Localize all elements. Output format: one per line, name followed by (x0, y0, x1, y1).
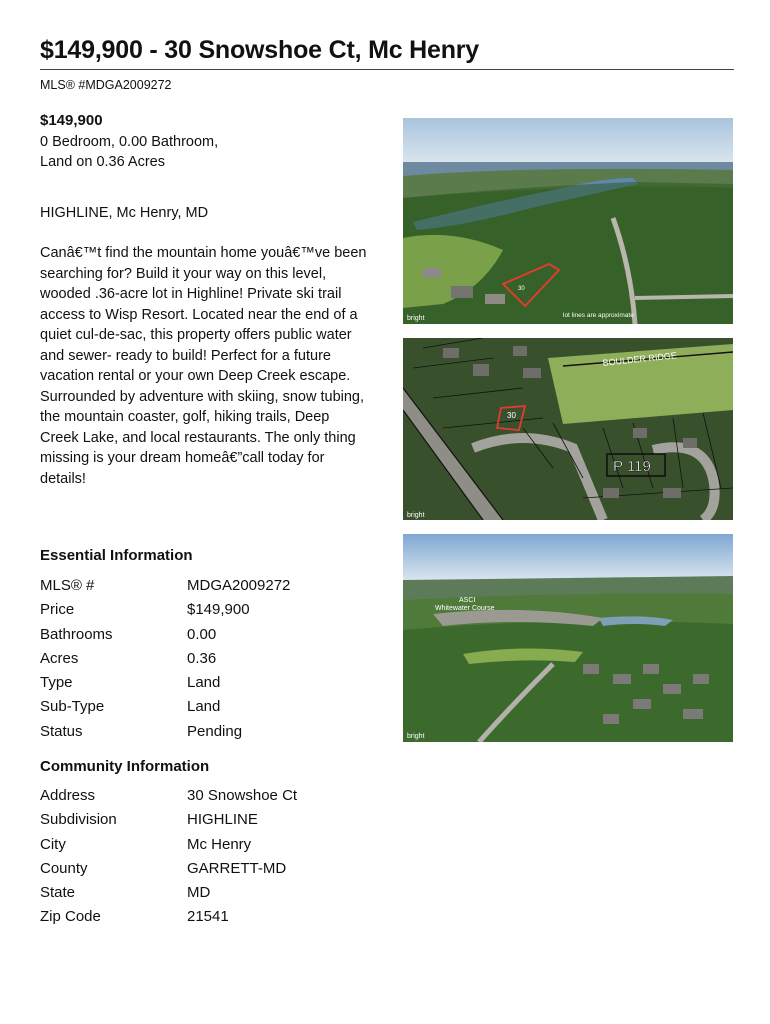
essential-info-label: Type (40, 674, 73, 692)
essential-info-label: Bathrooms (40, 625, 113, 643)
title-divider (40, 69, 734, 70)
photo3-label-2: Whitewater Course (435, 605, 495, 612)
photo3-watermark: bright (407, 733, 425, 740)
community-info-row (40, 860, 370, 884)
community-info-row (40, 908, 370, 932)
listing-location: HIGHLINE, Mc Henry, MD (40, 204, 209, 221)
essential-info-row (40, 626, 370, 650)
essential-info-label: Acres (40, 649, 79, 667)
essential-info-row (40, 650, 370, 674)
page-title: $149,900 - 30 Snowshoe Ct, Mc Henry (40, 36, 480, 64)
essential-info-table (40, 577, 370, 747)
essential-info-value: 0.00 (187, 625, 217, 643)
photo3-label-1: ASCI (459, 597, 476, 604)
essential-info-row (40, 674, 370, 698)
essential-info-row (40, 723, 370, 747)
aerial-photo-lake[interactable] (403, 118, 733, 324)
essential-info-value: 0.36 (187, 649, 217, 667)
plat-road-label: BOULDER RIDGE (602, 350, 678, 368)
essential-info-value: Land (187, 698, 221, 716)
community-info-table (40, 787, 370, 933)
community-info-value: 21541 (187, 908, 229, 926)
community-info-row (40, 811, 370, 835)
photo1-watermark: bright (407, 315, 425, 322)
plat-map-photo[interactable] (403, 338, 733, 520)
essential-info-heading: Essential Information (40, 547, 193, 564)
essential-info-label: Status (40, 722, 83, 740)
svg-text:30: 30 (518, 286, 525, 292)
community-info-label: City (40, 835, 66, 853)
community-info-row (40, 836, 370, 860)
community-info-label: Address (40, 787, 96, 804)
community-info-label: County (40, 859, 88, 877)
photo2-watermark: bright (407, 512, 425, 519)
plat-lot-label: 30 (507, 411, 516, 420)
community-info-label: State (40, 884, 76, 902)
aerial-photo-whitewater[interactable] (403, 534, 733, 742)
essential-info-label: Price (40, 601, 75, 619)
essential-info-value: MDGA2009272 (187, 577, 291, 594)
community-info-value: 30 Snowshoe Ct (187, 787, 298, 804)
mls-number: MLS® #MDGA2009272 (40, 78, 172, 92)
community-info-label: Subdivision (40, 811, 117, 829)
community-info-value: GARRETT-MD (187, 859, 287, 877)
community-info-row (40, 787, 370, 811)
community-info-label: Zip Code (40, 908, 101, 926)
community-info-value: MD (187, 884, 211, 902)
listing-description: Canâ€™t find the mountain home youâ€™ve been searching for? Build it your way on this level, wooded .36-acre lot in Highline! Private ski trail access to Wisp Resort. Located near the end of a quiet cul-de-sac, this property offers public water and sewer- ready to build! Perfect for a future vacation rental or your own Deep Creek escape. Surrounded by adventure with skiing, snow tubing, the mountain coaster, golf, hiking trails, Deep Creek Lake, and local restaurants. The only thing missing is your dream homeâ€”call today for details! (40, 245, 367, 487)
essential-info-row (40, 698, 370, 722)
essential-info-label: Sub-Type (40, 698, 105, 716)
photo1-caption: lot lines are approximate (563, 312, 634, 319)
community-info-value: HIGHLINE (187, 811, 258, 829)
listing-summary (40, 111, 370, 489)
listing-rooms: 0 Bedroom, 0.00 Bathroom, (40, 133, 219, 150)
community-info-heading: Community Information (40, 758, 210, 775)
essential-info-row (40, 601, 370, 625)
essential-info-row (40, 577, 370, 601)
community-info-row (40, 884, 370, 908)
essential-info-value: $149,900 (187, 601, 250, 619)
listing-price: $149,900 (40, 112, 103, 129)
community-info-value: Mc Henry (187, 835, 252, 853)
essential-info-value: Pending (187, 722, 243, 740)
essential-info-value: Land (187, 674, 221, 692)
essential-info-label: MLS® # (40, 577, 95, 594)
listing-land-size: Land on 0.36 Acres (40, 154, 165, 170)
plat-parcel-label: P 119 (613, 458, 651, 475)
